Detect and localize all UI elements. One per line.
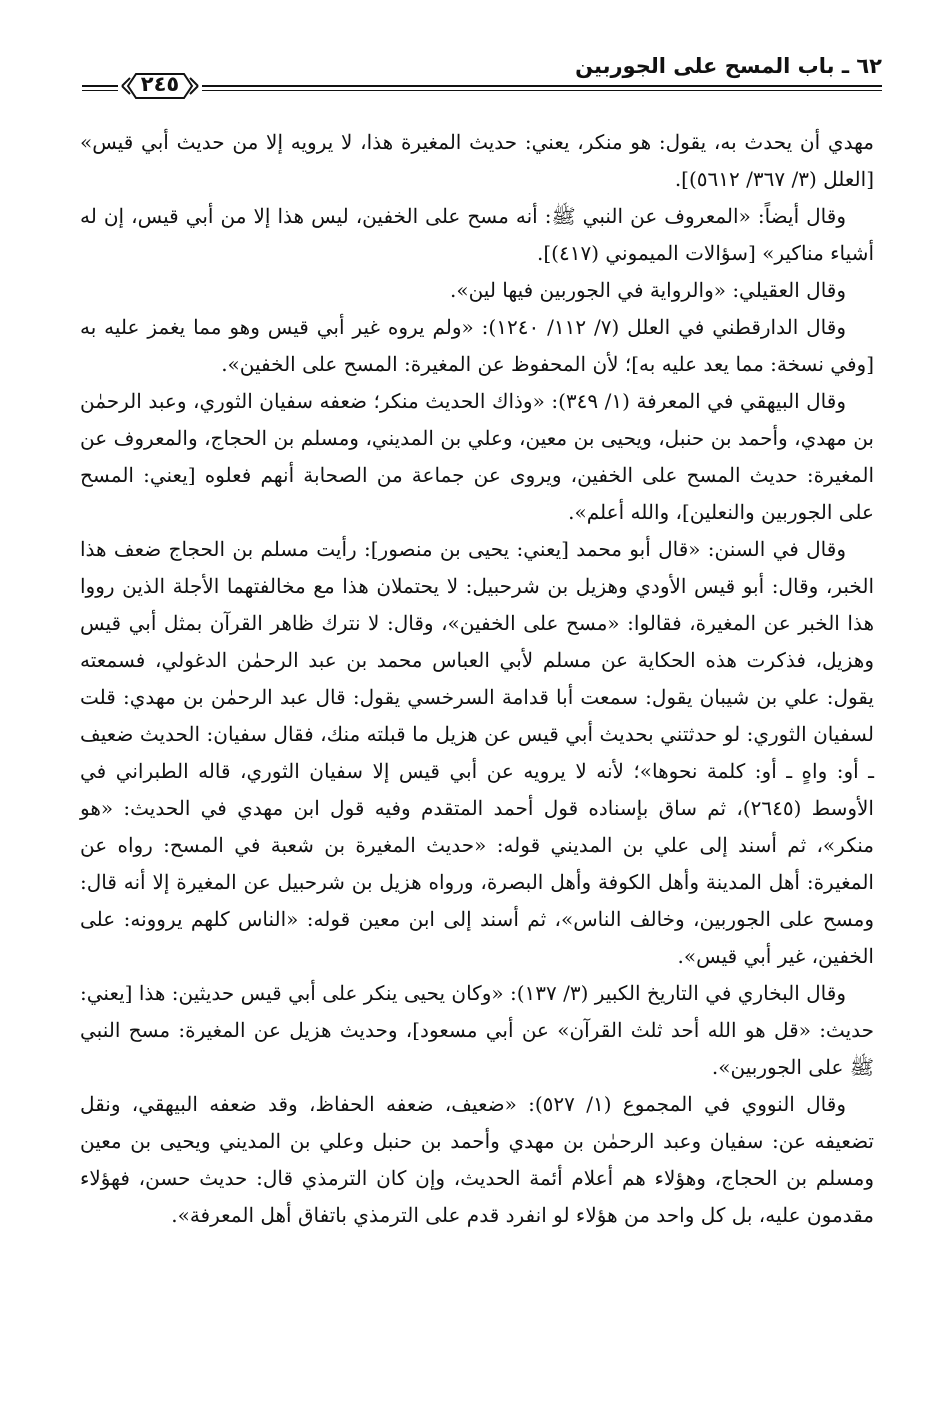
paragraph: وقال في السنن: «قال أبو محمد [يعني: يحيى بن منصور]: رأيت مسلم بن الحجاج ضعف هذا الخبر، وقال: أبو قيس الأودي وهزيل بن شرحبيل: لا يحتملان هذا مع مخالفتهما الأجلة الذين رووا هذا الخبر عن المغيرة، فقالوا: «مسح على الخفين»، وقال: لا نترك ظاهر القرآن بمثل أبي قيس وهزيل، فذكرت هذه الحكاية عن مسلم لأبي العباس محمد بن عبد الرحمٰن الدغولي، فسمعته يقول: علي بن شيبان يقول: سمعت أبا قدامة السرخسي يقول: قال عبد الرحمٰن بن مهدي: قلت لسفيان الثوري: لو حدثتني بحديث أبي قيس عن هزيل ما قبلته منك، فقال سفيان: الحديث ضعيف ـ أو: واهٍ ـ أو: كلمة نحوها»؛ لأنه لا يرويه عن أبي قيس إلا سفيان الثوري، قاله الطبراني في الأوسط (٢٦٤٥)، ثم ساق بإسناده قول أحمد المتقدم وفيه قول ابن مهدي في الحديث: «هو منكر»، ثم أسند إلى علي بن المديني قوله: «حديث المغيرة بن شعبة في المسح: رواه عن المغيرة: أهل المدينة وأهل الكوفة وأهل البصرة، ورواه هزيل بن شرحبيل عن المغيرة إلا أنه قال: ومسح على الجوربين، وخالف الناس»، ثم أسند إلى ابن معين قوله: «الناس كلهم يروونه: على الخفين، غير أبي قيس». [80,537,874,968]
paragraph: وقال النووي في المجموع (١/ ٥٢٧): «ضعيف، ضعفه الحفاظ، وقد ضعفه البيهقي، ونقل تضعيفه عن: سفيان وعبد الرحمٰن بن مهدي وأحمد بن حنبل وعلي بن المديني ويحيى بن معين ومسلم بن الحجاج، وهؤلاء هم أعلام أئمة الحديث، وإن كان الترمذي قال: حديث حسن، فهؤلاء مقدمون عليه، بل كل واحد من هؤلاء لو انفرد قدم على الترمذي باتفاق أهل المعرفة». [80,1092,874,1227]
paragraph: وقال الدارقطني في العلل (٧/ ١١٢/ ١٢٤٠): «ولم يروه غير أبي قيس وهو مما يغمز عليه به [وفي نسخة: مما يعد عليه به]؛ لأن المحفوظ عن المغيرة: المسح على الخفين». [80,315,874,376]
header-rule-thin [82,90,882,91]
paragraph: وقال أيضاً: «المعروف عن النبي ﷺ: أنه مسح على الخفين، ليس هذا إلا من أبي قيس، إن له أشياء مناكير» [سؤالات الميموني (٤١٧)]. [80,204,874,265]
running-title: ٦٢ ـ باب المسح على الجوربين [575,54,882,78]
paragraph: وقال العقيلي: «والرواية في الجوربين فيها لين». [449,278,846,302]
paragraph: وقال البيهقي في المعرفة (١/ ٣٤٩): «وذاك الحديث منكر؛ ضعفه سفيان الثوري، وعبد الرحمٰن بن مهدي، وأحمد بن حنبل، ويحيى بن معين، وعلي بن المديني، ومسلم بن الحجاج، والمعروف عن المغيرة: حديث المسح على الخفين، ويروى عن جماعة من الصحابة أنهم فعلوه [يعني: المسح على الجوربين والنعلين]، والله أعلم». [80,389,874,524]
page-header [82,52,882,100]
paragraph: مهدي أن يحدث به، يقول: هو منكر، يعني: حديث المغيرة هذا، لا يرويه إلا من حديث أبي قيس» [العلل (٣/ ٣٦٧/ ٥٦١٢)]. [80,130,874,191]
page-number-ornament [118,70,202,102]
paragraph: وقال البخاري في التاريخ الكبير (٣/ ١٣٧): «وكان يحيى ينكر على أبي قيس حديثين: هذا [يعني: حديث: «قل هو الله أحد ثلث القرآن» عن أبي مسعود]، وحديث هزيل عن المغيرة: مسح النبي ﷺ على الجوربين». [80,981,874,1079]
page-number: ٢٤٥ [140,72,180,96]
header-rule [82,85,882,87]
page-body [80,124,874,1234]
